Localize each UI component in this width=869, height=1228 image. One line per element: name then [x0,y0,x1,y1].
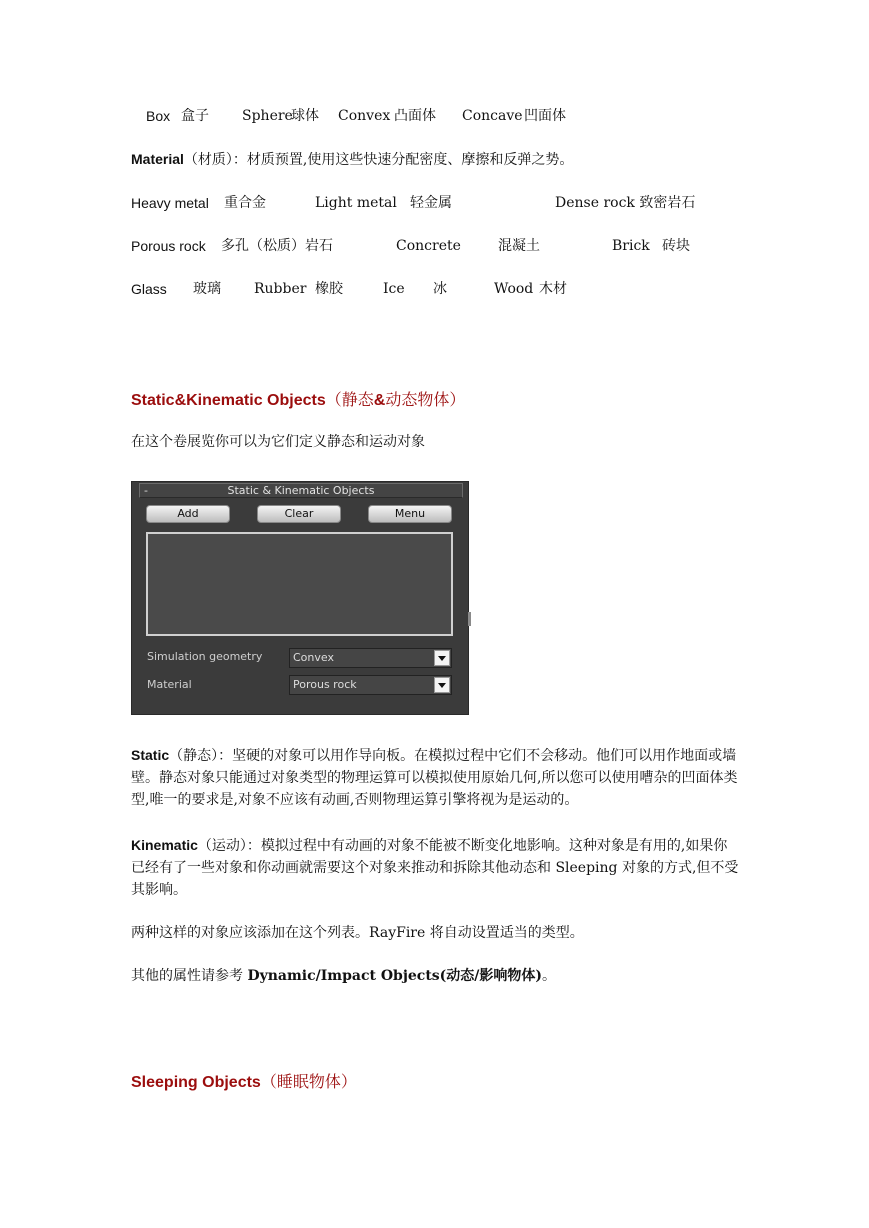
rollout-header[interactable] [139,483,463,498]
sleeping-title: Sleeping Objects [131,1074,261,1091]
mat-brick: Brick [612,238,650,254]
sleeping-heading [131,1069,357,1092]
heading-cn-pre: （静态 [325,390,374,409]
clear-button[interactable]: Clear [257,505,341,523]
kinematic-label: Kinematic [131,837,198,853]
simulation-geometry-value: Convex [293,651,334,664]
material-label: Material [131,151,184,167]
static-kinematic-intro: 在这个卷展览你可以为它们定义静态和运动对象 [131,433,425,449]
shape-box-cn: 盒子 [181,108,209,124]
rollout-title: Static & Kinematic Objects [227,484,375,497]
material-label-cn: （材质） [183,152,233,168]
static-kinematic-heading [131,387,465,410]
kinematic-paragraph [131,834,741,901]
other-post: 。 [542,968,557,984]
mat-wood: Wood [494,281,534,297]
add-button[interactable]: Add [146,505,230,523]
chevron-down-icon[interactable] [434,677,450,693]
shape-sphere: Sphere [242,108,293,124]
chevron-down-icon[interactable] [434,650,450,666]
mat-concrete: Concrete [396,238,461,254]
shape-convex-cn: 凸面体 [394,108,436,124]
heading-cn-post: 动态物体） [385,390,466,409]
mat-heavy-metal: Heavy metal [131,195,209,211]
mat-concrete-cn: 混凝土 [498,238,540,254]
shape-convex: Convex [338,108,391,124]
other-link: Dynamic/Impact Objects(动态/影响物体) [247,968,543,984]
shape-box: Box [146,108,171,124]
kinematic-text: （运动）：模拟过程中有动画的对象不能被不断变化地影响。这种对象是有用的,如果你已经有了一些对象和你动画就需要这个对象来推动和拆除其他动态和 Sleeping 对象的方式,但不受其影响。 [131,838,739,898]
material-dropdown[interactable] [289,675,452,695]
static-paragraph [131,744,741,811]
mat-porous-rock: Porous rock [131,238,206,254]
mat-light-metal: Light metal [315,195,397,211]
objects-listbox[interactable] [146,532,453,636]
simulation-geometry-label: Simulation geometry [147,650,263,663]
other-paragraph [131,965,741,987]
collapse-icon[interactable]: - [144,484,148,497]
heading-amp: & [373,392,386,409]
shape-sphere-cn: 球体 [291,108,319,124]
static-kinematic-rollout [131,481,469,715]
mat-glass-cn: 玻璃 [193,281,221,297]
mat-porous-rock-cn: 多孔（松质）岩石 [221,238,333,254]
mat-wood-cn: 木材 [539,281,567,297]
mat-ice-cn: 冰 [433,281,447,297]
both-paragraph: 两种这样的对象应该添加在这个列表。RayFire 将自动设置适当的类型。 [131,925,584,941]
static-label: Static [131,747,170,763]
menu-button[interactable]: Menu [368,505,452,523]
mat-brick-cn: 砖块 [662,238,690,254]
mat-heavy-metal-cn: 重合金 [224,195,266,211]
mat-rubber: Rubber [254,281,307,297]
scroll-handle[interactable] [468,612,471,626]
mat-ice: Ice [383,281,405,297]
mat-dense-rock: Dense rock 致密岩石 [555,195,696,211]
sleeping-cn: （睡眠物体） [260,1072,357,1091]
shape-concave: Concave [462,108,523,124]
material-field-label: Material [147,678,192,691]
mat-glass: Glass [131,281,167,297]
heading-title: Static&Kinematic Objects [131,392,326,409]
static-text: （静态）：坚硬的对象可以用作导向板。在模拟过程中它们不会移动。他们可以用作地面或墙壁。静态对象只能通过对象类型的物理运算可以模拟使用原始几何,所以您可以使用嘈杂的凹面体类型,唯一的要求是,对象不应该有动画,否则物理运算引擎将视为是运动的。 [131,748,738,808]
shape-concave-cn: 凹面体 [524,108,566,124]
simulation-geometry-dropdown[interactable] [289,648,452,668]
material-desc: ：材质预置,使用这些快速分配密度、摩擦和反弹之势。 [232,152,574,168]
other-pre: 其他的属性请参考 [131,968,248,984]
mat-rubber-cn: 橡胶 [315,281,343,297]
mat-light-metal-cn: 轻金属 [410,195,452,211]
material-value: Porous rock [293,678,357,691]
